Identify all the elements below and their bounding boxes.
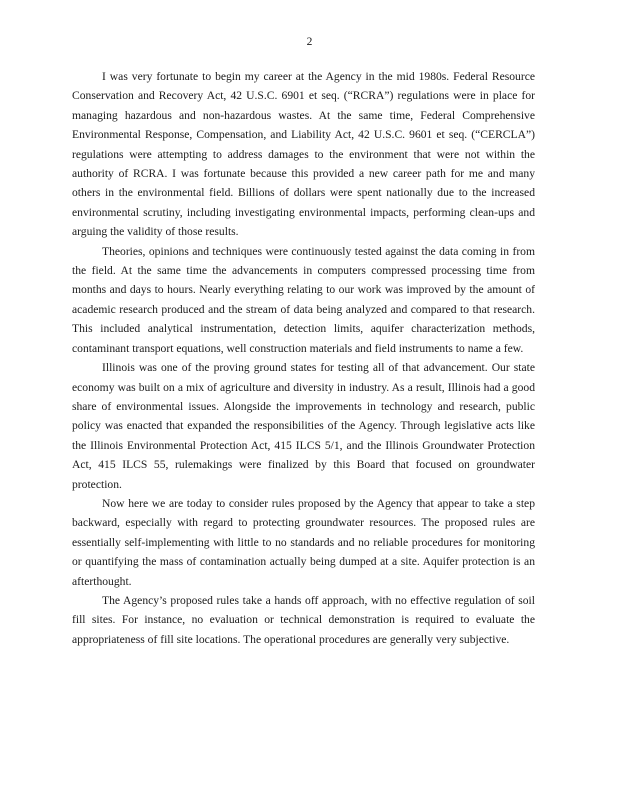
paragraph-proposed-rules: Now here we are today to consider rules proposed by the Agency that appear to take a step backward, especially with regard to protecting groundwater resources. The proposed rules are essentially self-implementing with little to no standards and no reliable procedures for monitoring or quantifying the mass of contamination actually being dumped at a site. Aquifer protection is an afterthought. bbox=[72, 496, 535, 588]
paragraph-illinois-proving-ground: Illinois was one of the proving ground states for testing all of that advancement. Our state economy was built on a mix of agriculture and diversity in industry. As a result, Illinois had a good share of environmental issues. Alongside the improvements in technology and research, public policy was enacted that expanded the responsibilities of the Agency. Through legislative acts like the Illinois Environmental Protection Act, 415 ILCS 5/1, and the Illinois Groundwater Protection Act, 415 ILCS 55, rulemakings were finalized by this Board that focused on groundwater protection. bbox=[72, 361, 535, 491]
paragraph-career-beginning: I was very fortunate to begin my career at the Agency in the mid 1980s. Federal Resource Conservation and Recovery Act, 42 U.S.C. 6901 et seq. (“RCRA”) regulations were in place for managing hazardous and non-hazardous wastes. At the same time, Federal Comprehensive Environmental Response, Compensation, and Liability Act, 42 U.S.C. 9601 et seq. (“CERCLA”) regulations were attempting to address damages to the environment that were not within the authority of RCRA. I was fortunate because this provided a new career path for me and many others in the environmental field. Billions of dollars were spent nationally due to the increased environmental scrutiny, including investigating environmental impacts, performing clean-ups and arguing the validity of those results. bbox=[72, 70, 535, 239]
paragraph-theories-and-data: Theories, opinions and techniques were continuously tested against the data coming in from the field. At the same time the advancements in computers compressed processing time from months and days to hours. Nearly everything relating to our work was improved by the amount of academic research produced and the stream of data being analyzed and compared to that research. This included analytical instrumentation, detection limits, aquifer characterization methods, contaminant transport equations, well construction materials and field instruments to name a few. bbox=[72, 244, 535, 355]
document-body bbox=[72, 67, 535, 649]
page-number: 2 bbox=[306, 36, 313, 48]
paragraph-hands-off-approach: The Agency’s proposed rules take a hands off approach, with no effective regulation of soil fill sites. For instance, no evaluation or technical demonstration is required to evaluate the appropriateness of fill site locations. The operational procedures are generally very subjective. bbox=[72, 593, 535, 646]
